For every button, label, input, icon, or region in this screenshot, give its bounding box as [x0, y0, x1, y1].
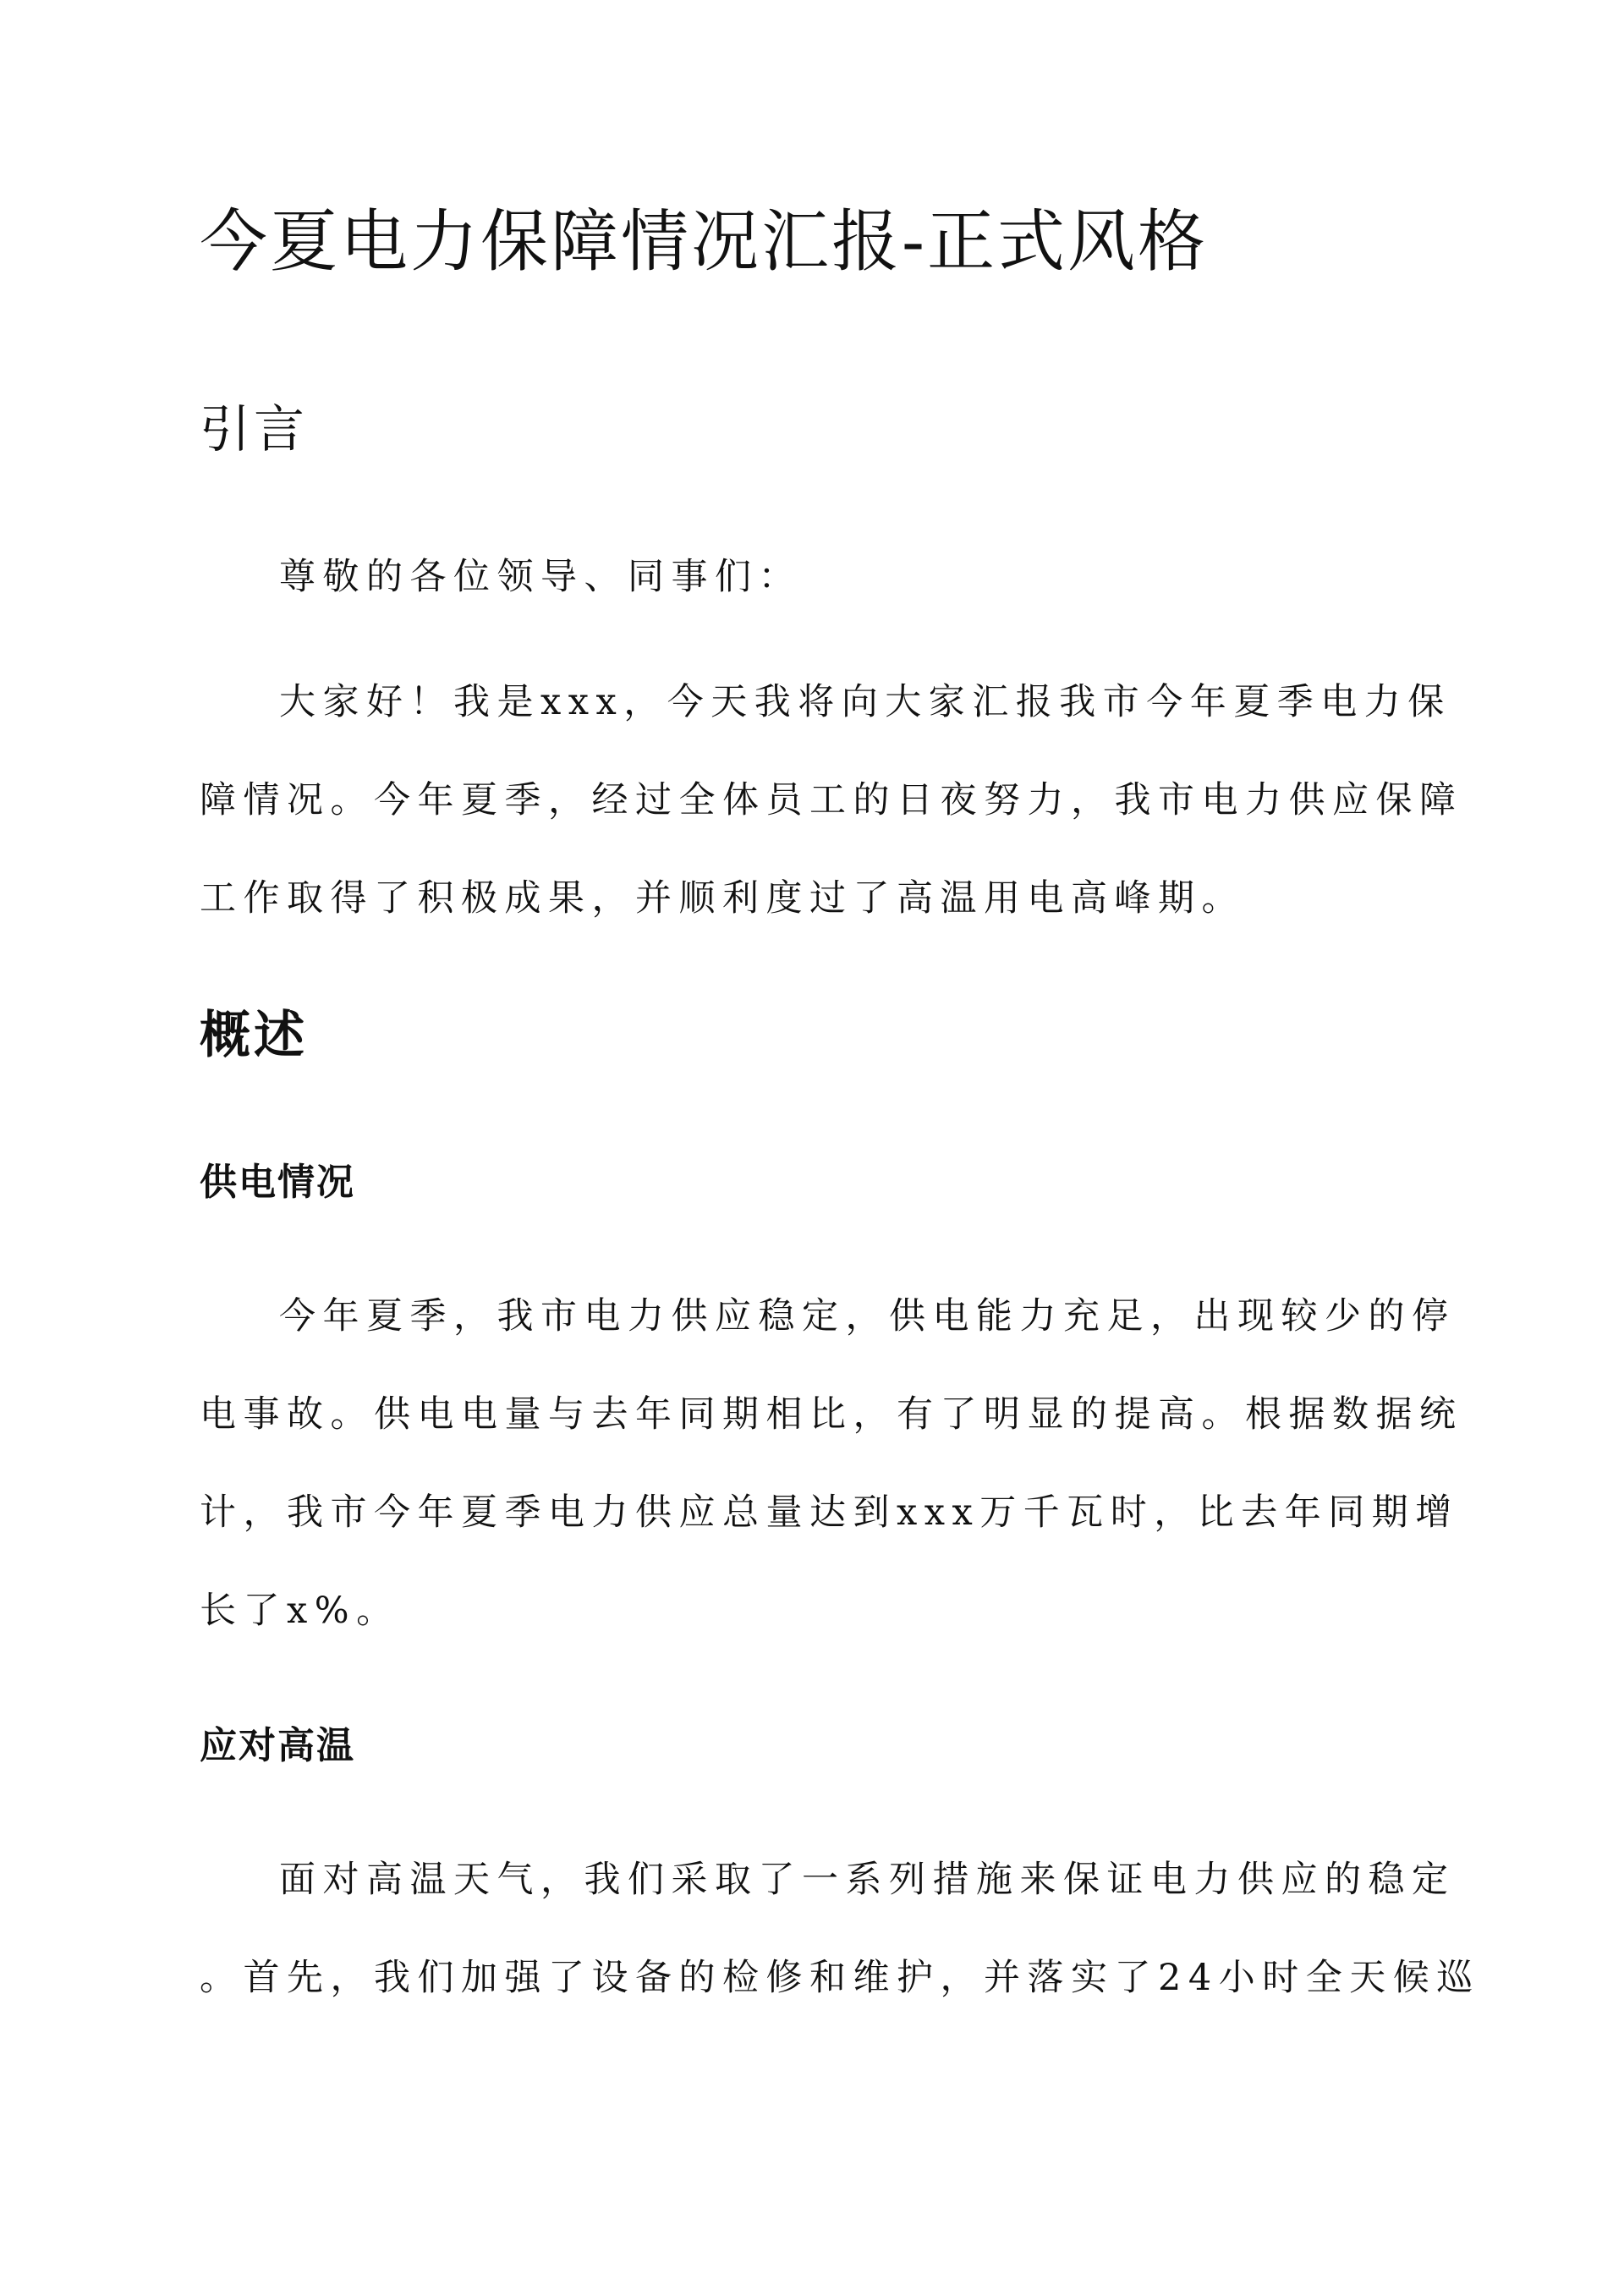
supply-line-2: 电事故。供电电量与去年同期相比，有了明显的提高。根据数据统 — [200, 1393, 1463, 1436]
greeting-line: 尊敬的各位领导、同事们： — [279, 556, 802, 598]
heat-line-2: 。首先，我们加强了设备的检修和维护，并落实了24小时全天候巡 — [200, 1957, 1480, 1999]
subheading-heat: 应对高温 — [200, 1724, 355, 1767]
greeting-paragraph — [200, 528, 1435, 626]
intro-line-2: 障情况。今年夏季，经过全体员工的日夜努力，我市电力供应保障 — [200, 779, 1463, 821]
intro-paragraph — [200, 653, 1463, 948]
section-heading-intro: 引言 — [200, 400, 308, 459]
supply-paragraph — [200, 1267, 1463, 1660]
heat-line-1: 面对高温天气，我们采取了一系列措施来保证电力供应的稳定 — [279, 1859, 1456, 1901]
supply-line-4: 长了x%。 — [200, 1590, 400, 1632]
intro-line-1: 大家好！我是xxx，今天我将向大家汇报我市今年夏季电力保 — [279, 681, 1451, 723]
section-heading-overview: 概述 — [200, 1006, 308, 1065]
subheading-supply: 供电情况 — [200, 1161, 355, 1204]
document-title: 今夏电力保障情况汇报-正式风格 — [200, 202, 1209, 281]
intro-line-3: 工作取得了积极成果，并顺利度过了高温用电高峰期。 — [200, 877, 1245, 920]
supply-line-3: 计，我市今年夏季电力供应总量达到xxx万千瓦时，比去年同期增 — [200, 1491, 1459, 1534]
heat-paragraph — [200, 1831, 1480, 2027]
supply-line-1: 今年夏季，我市电力供应稳定，供电能力充足，出现较少的停 — [279, 1295, 1456, 1338]
